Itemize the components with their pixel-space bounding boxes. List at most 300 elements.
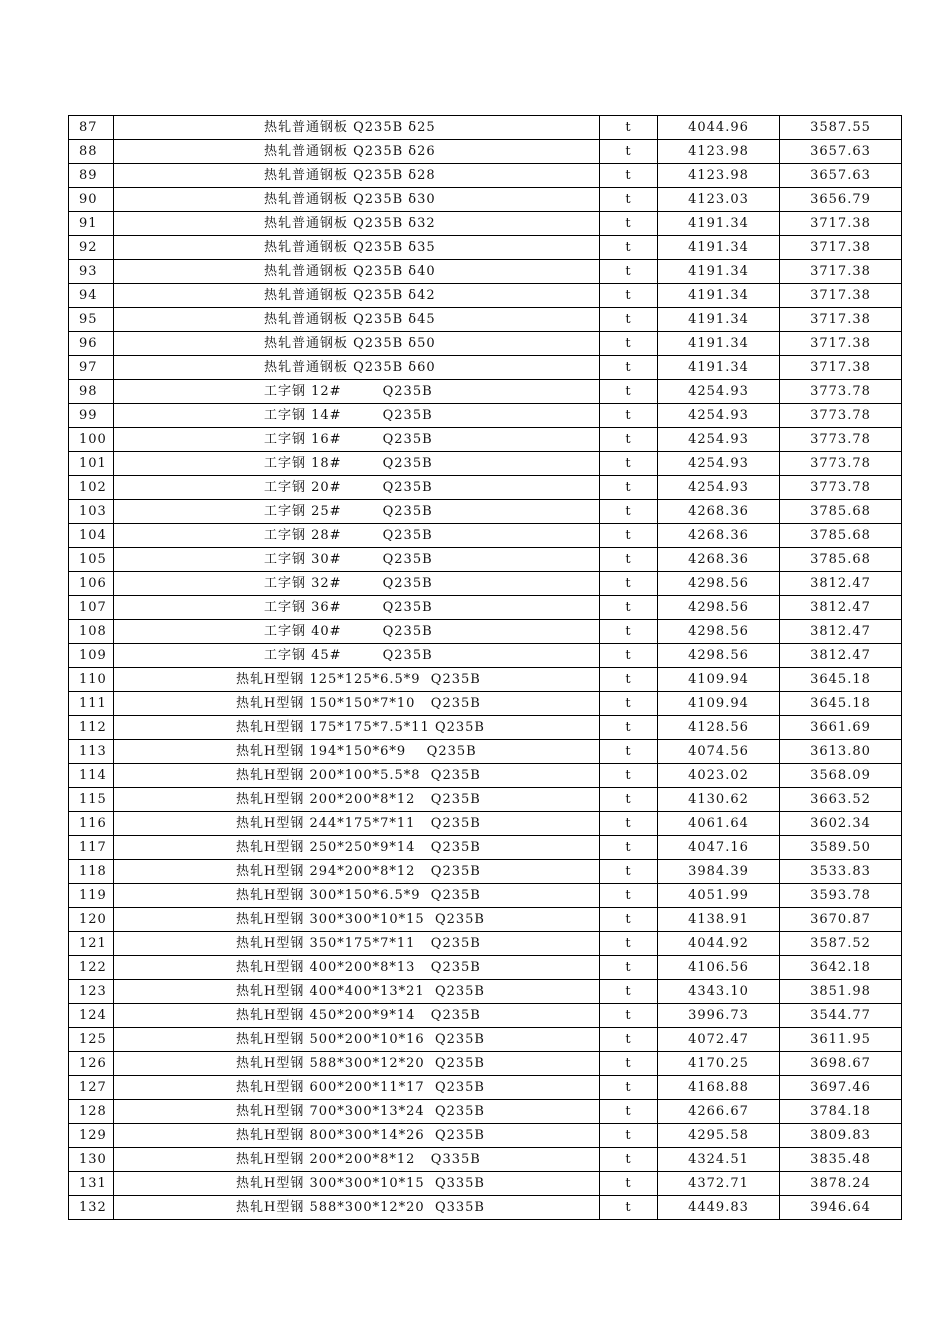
table-row: [69, 668, 902, 692]
unit-cell: t: [600, 212, 658, 236]
price-cell-2: 3946.64: [780, 1196, 902, 1220]
price-cell-1: 4123.98: [658, 164, 780, 188]
material-name-text: 热轧H型钢 350*175*7*11 Q235B: [236, 936, 481, 951]
table-row: [69, 980, 902, 1004]
material-name-text: 热轧H型钢 300*300*10*15 Q235B: [236, 912, 485, 927]
material-name: [114, 668, 600, 692]
unit-cell: t: [600, 668, 658, 692]
unit-cell: t: [600, 476, 658, 500]
price-cell-1: 4268.36: [658, 524, 780, 548]
row-number: 131: [69, 1172, 114, 1196]
table-row: [69, 164, 902, 188]
unit-cell: t: [600, 836, 658, 860]
material-name-text: 工字钢 30# Q235B: [264, 552, 433, 567]
price-cell-2: 3544.77: [780, 1004, 902, 1028]
price-cell-1: 4298.56: [658, 644, 780, 668]
unit-cell: t: [600, 548, 658, 572]
material-name-text: 工字钢 20# Q235B: [264, 480, 433, 495]
price-cell-1: 3984.39: [658, 860, 780, 884]
material-name: [114, 860, 600, 884]
price-cell-1: 4324.51: [658, 1148, 780, 1172]
row-number: 110: [69, 668, 114, 692]
table-row: [69, 764, 902, 788]
material-name-text: 工字钢 32# Q235B: [264, 576, 433, 591]
unit-cell: t: [600, 452, 658, 476]
unit-cell: t: [600, 1172, 658, 1196]
unit-cell: t: [600, 764, 658, 788]
table-row: [69, 140, 902, 164]
row-number: 128: [69, 1100, 114, 1124]
row-number: 132: [69, 1196, 114, 1220]
material-name-text: 热轧H型钢 400*400*13*21 Q235B: [236, 984, 485, 999]
unit-cell: t: [600, 140, 658, 164]
unit-cell: t: [600, 716, 658, 740]
price-cell-2: 3697.46: [780, 1076, 902, 1100]
unit-cell: t: [600, 236, 658, 260]
row-number: 93: [69, 260, 114, 284]
material-name: [114, 236, 600, 260]
material-name-text: 热轧普通钢板 Q235B δ42: [264, 288, 436, 303]
unit-cell: t: [600, 1148, 658, 1172]
unit-cell: t: [600, 164, 658, 188]
price-cell-1: 4051.99: [658, 884, 780, 908]
table-row: [69, 812, 902, 836]
table-row: [69, 500, 902, 524]
material-name-text: 热轧H型钢 200*100*5.5*8 Q235B: [236, 768, 481, 783]
price-cell-1: 3996.73: [658, 1004, 780, 1028]
material-name-text: 热轧普通钢板 Q235B δ35: [264, 240, 436, 255]
unit-cell: t: [600, 332, 658, 356]
row-number: 122: [69, 956, 114, 980]
unit-cell: t: [600, 788, 658, 812]
price-cell-2: 3670.87: [780, 908, 902, 932]
table-row: [69, 476, 902, 500]
material-name: [114, 620, 600, 644]
price-table: [68, 115, 902, 1220]
price-cell-1: 4044.92: [658, 932, 780, 956]
unit-cell: t: [600, 284, 658, 308]
price-cell-1: 4191.34: [658, 332, 780, 356]
row-number: 103: [69, 500, 114, 524]
price-cell-1: 4191.34: [658, 236, 780, 260]
price-cell-2: 3773.78: [780, 452, 902, 476]
material-name: [114, 356, 600, 380]
material-name: [114, 524, 600, 548]
material-name: [114, 1148, 600, 1172]
row-number: 100: [69, 428, 114, 452]
price-cell-1: 4191.34: [658, 212, 780, 236]
unit-cell: t: [600, 884, 658, 908]
price-cell-2: 3717.38: [780, 212, 902, 236]
row-number: 104: [69, 524, 114, 548]
price-cell-2: 3717.38: [780, 308, 902, 332]
price-cell-2: 3835.48: [780, 1148, 902, 1172]
unit-cell: t: [600, 308, 658, 332]
material-name: [114, 1124, 600, 1148]
table-row: [69, 836, 902, 860]
table-row: [69, 524, 902, 548]
material-name-text: 热轧H型钢 150*150*7*10 Q235B: [236, 696, 481, 711]
row-number: 120: [69, 908, 114, 932]
price-cell-2: 3785.68: [780, 500, 902, 524]
table-row: [69, 644, 902, 668]
material-name: [114, 404, 600, 428]
material-name: [114, 788, 600, 812]
material-name: [114, 500, 600, 524]
material-name: [114, 836, 600, 860]
price-cell-2: 3661.69: [780, 716, 902, 740]
row-number: 111: [69, 692, 114, 716]
material-name: [114, 908, 600, 932]
table-row: [69, 548, 902, 572]
row-number: 97: [69, 356, 114, 380]
table-row: [69, 452, 902, 476]
table-row: [69, 308, 902, 332]
material-name: [114, 164, 600, 188]
material-name: [114, 884, 600, 908]
material-name-text: 热轧H型钢 588*300*12*20 Q335B: [236, 1200, 485, 1215]
price-cell-2: 3773.78: [780, 476, 902, 500]
row-number: 118: [69, 860, 114, 884]
price-cell-1: 4254.93: [658, 404, 780, 428]
material-name-text: 热轧普通钢板 Q235B δ45: [264, 312, 436, 327]
price-cell-1: 4191.34: [658, 308, 780, 332]
row-number: 117: [69, 836, 114, 860]
row-number: 101: [69, 452, 114, 476]
row-number: 107: [69, 596, 114, 620]
material-name-text: 工字钢 12# Q235B: [264, 384, 433, 399]
table-row: [69, 1196, 902, 1220]
material-name: [114, 1052, 600, 1076]
price-cell-2: 3717.38: [780, 332, 902, 356]
price-cell-1: 4072.47: [658, 1028, 780, 1052]
price-cell-1: 4266.67: [658, 1100, 780, 1124]
material-name-text: 热轧H型钢 200*200*8*12 Q235B: [236, 792, 481, 807]
price-cell-2: 3656.79: [780, 188, 902, 212]
price-cell-2: 3589.50: [780, 836, 902, 860]
material-name-text: 热轧普通钢板 Q235B δ25: [264, 120, 436, 135]
material-name: [114, 644, 600, 668]
unit-cell: t: [600, 260, 658, 284]
material-name: [114, 692, 600, 716]
table-row: [69, 356, 902, 380]
material-name-text: 热轧普通钢板 Q235B δ32: [264, 216, 436, 231]
price-cell-1: 4191.34: [658, 284, 780, 308]
material-name-text: 热轧H型钢 300*150*6.5*9 Q235B: [236, 888, 481, 903]
material-name-text: 热轧H型钢 588*300*12*20 Q235B: [236, 1056, 485, 1071]
price-cell-1: 4047.16: [658, 836, 780, 860]
price-cell-1: 4023.02: [658, 764, 780, 788]
price-cell-2: 3657.63: [780, 164, 902, 188]
unit-cell: t: [600, 188, 658, 212]
material-name-text: 热轧H型钢 600*200*11*17 Q235B: [236, 1080, 485, 1095]
material-name: [114, 140, 600, 164]
unit-cell: t: [600, 1004, 658, 1028]
row-number: 114: [69, 764, 114, 788]
table-row: [69, 908, 902, 932]
price-cell-2: 3613.80: [780, 740, 902, 764]
row-number: 98: [69, 380, 114, 404]
material-name-text: 热轧普通钢板 Q235B δ50: [264, 336, 436, 351]
price-cell-2: 3642.18: [780, 956, 902, 980]
unit-cell: t: [600, 1100, 658, 1124]
table-row: [69, 116, 902, 140]
table-row: [69, 860, 902, 884]
price-cell-2: 3717.38: [780, 284, 902, 308]
price-cell-1: 4254.93: [658, 452, 780, 476]
price-cell-1: 4170.25: [658, 1052, 780, 1076]
price-cell-1: 4106.56: [658, 956, 780, 980]
price-cell-2: 3663.52: [780, 788, 902, 812]
material-name-text: 工字钢 14# Q235B: [264, 408, 433, 423]
row-number: 129: [69, 1124, 114, 1148]
table-row: [69, 740, 902, 764]
material-name-text: 热轧H型钢 294*200*8*12 Q235B: [236, 864, 481, 879]
material-name: [114, 980, 600, 1004]
row-number: 99: [69, 404, 114, 428]
unit-cell: t: [600, 932, 658, 956]
table-row: [69, 188, 902, 212]
unit-cell: t: [600, 1196, 658, 1220]
price-cell-1: 4109.94: [658, 692, 780, 716]
material-name: [114, 764, 600, 788]
material-name-text: 工字钢 18# Q235B: [264, 456, 433, 471]
price-cell-2: 3878.24: [780, 1172, 902, 1196]
unit-cell: t: [600, 1052, 658, 1076]
price-cell-2: 3587.52: [780, 932, 902, 956]
row-number: 88: [69, 140, 114, 164]
row-number: 121: [69, 932, 114, 956]
material-name: [114, 284, 600, 308]
table-row: [69, 212, 902, 236]
material-name: [114, 428, 600, 452]
material-name: [114, 332, 600, 356]
table-row: [69, 260, 902, 284]
table-row: [69, 716, 902, 740]
row-number: 130: [69, 1148, 114, 1172]
table-row: [69, 620, 902, 644]
row-number: 125: [69, 1028, 114, 1052]
material-name: [114, 1076, 600, 1100]
row-number: 127: [69, 1076, 114, 1100]
unit-cell: t: [600, 500, 658, 524]
price-cell-1: 4138.91: [658, 908, 780, 932]
table-row: [69, 1100, 902, 1124]
row-number: 87: [69, 116, 114, 140]
price-cell-1: 4254.93: [658, 380, 780, 404]
price-cell-1: 4061.64: [658, 812, 780, 836]
material-name-text: 工字钢 36# Q235B: [264, 600, 433, 615]
material-name: [114, 932, 600, 956]
material-name: [114, 476, 600, 500]
material-name-text: 工字钢 25# Q235B: [264, 504, 433, 519]
row-number: 119: [69, 884, 114, 908]
unit-cell: t: [600, 620, 658, 644]
price-cell-2: 3717.38: [780, 356, 902, 380]
material-name: [114, 116, 600, 140]
price-cell-2: 3773.78: [780, 404, 902, 428]
row-number: 105: [69, 548, 114, 572]
material-name: [114, 188, 600, 212]
price-cell-2: 3645.18: [780, 692, 902, 716]
table-row: [69, 404, 902, 428]
table-row: [69, 284, 902, 308]
price-cell-2: 3568.09: [780, 764, 902, 788]
price-cell-2: 3812.47: [780, 620, 902, 644]
material-name-text: 热轧H型钢 300*300*10*15 Q335B: [236, 1176, 485, 1191]
price-cell-1: 4254.93: [658, 428, 780, 452]
row-number: 90: [69, 188, 114, 212]
price-cell-2: 3773.78: [780, 428, 902, 452]
material-name-text: 热轧普通钢板 Q235B δ60: [264, 360, 436, 375]
price-cell-2: 3851.98: [780, 980, 902, 1004]
material-name-text: 工字钢 40# Q235B: [264, 624, 433, 639]
row-number: 109: [69, 644, 114, 668]
table-row: [69, 1028, 902, 1052]
unit-cell: t: [600, 980, 658, 1004]
material-name-text: 热轧H型钢 400*200*8*13 Q235B: [236, 960, 481, 975]
material-name-text: 热轧H型钢 200*200*8*12 Q335B: [236, 1152, 481, 1167]
price-cell-1: 4298.56: [658, 572, 780, 596]
price-cell-1: 4298.56: [658, 596, 780, 620]
price-cell-2: 3812.47: [780, 572, 902, 596]
price-cell-2: 3717.38: [780, 260, 902, 284]
material-name: [114, 1196, 600, 1220]
table-row: [69, 1052, 902, 1076]
row-number: 124: [69, 1004, 114, 1028]
price-cell-1: 4372.71: [658, 1172, 780, 1196]
material-name: [114, 380, 600, 404]
table-row: [69, 596, 902, 620]
price-cell-2: 3645.18: [780, 668, 902, 692]
table-row: [69, 1148, 902, 1172]
table-row: [69, 380, 902, 404]
price-cell-1: 4130.62: [658, 788, 780, 812]
price-cell-1: 4191.34: [658, 260, 780, 284]
unit-cell: t: [600, 956, 658, 980]
material-name: [114, 548, 600, 572]
unit-cell: t: [600, 404, 658, 428]
material-name: [114, 956, 600, 980]
table-row: [69, 572, 902, 596]
material-name: [114, 1028, 600, 1052]
table-row: [69, 1124, 902, 1148]
price-cell-2: 3698.67: [780, 1052, 902, 1076]
table-row: [69, 428, 902, 452]
price-cell-2: 3784.18: [780, 1100, 902, 1124]
row-number: 95: [69, 308, 114, 332]
material-name: [114, 260, 600, 284]
material-name-text: 热轧H型钢 450*200*9*14 Q235B: [236, 1008, 481, 1023]
unit-cell: t: [600, 1124, 658, 1148]
unit-cell: t: [600, 740, 658, 764]
row-number: 108: [69, 620, 114, 644]
unit-cell: t: [600, 1076, 658, 1100]
table-row: [69, 1076, 902, 1100]
row-number: 123: [69, 980, 114, 1004]
price-cell-2: 3602.34: [780, 812, 902, 836]
row-number: 91: [69, 212, 114, 236]
price-cell-2: 3657.63: [780, 140, 902, 164]
row-number: 92: [69, 236, 114, 260]
material-name: [114, 1100, 600, 1124]
material-name-text: 热轧H型钢 194*150*6*9 Q235B: [236, 744, 477, 759]
row-number: 113: [69, 740, 114, 764]
price-cell-2: 3717.38: [780, 236, 902, 260]
material-name-text: 热轧H型钢 175*175*7.5*11 Q235B: [236, 720, 485, 735]
material-name-text: 热轧H型钢 250*250*9*14 Q235B: [236, 840, 481, 855]
material-name-text: 工字钢 45# Q235B: [264, 648, 433, 663]
price-cell-1: 4295.58: [658, 1124, 780, 1148]
price-cell-1: 4168.88: [658, 1076, 780, 1100]
price-cell-2: 3593.78: [780, 884, 902, 908]
material-name: [114, 308, 600, 332]
price-cell-2: 3809.83: [780, 1124, 902, 1148]
table-row: [69, 332, 902, 356]
material-name: [114, 812, 600, 836]
row-number: 116: [69, 812, 114, 836]
price-cell-1: 4343.10: [658, 980, 780, 1004]
unit-cell: t: [600, 572, 658, 596]
material-name: [114, 1172, 600, 1196]
material-name: [114, 740, 600, 764]
price-cell-2: 3785.68: [780, 524, 902, 548]
price-cell-1: 4044.96: [658, 116, 780, 140]
table-row: [69, 932, 902, 956]
unit-cell: t: [600, 860, 658, 884]
unit-cell: t: [600, 428, 658, 452]
price-cell-2: 3785.68: [780, 548, 902, 572]
price-cell-1: 4254.93: [658, 476, 780, 500]
material-name: [114, 1004, 600, 1028]
price-cell-2: 3587.55: [780, 116, 902, 140]
table-row: [69, 1004, 902, 1028]
material-name-text: 热轧普通钢板 Q235B δ40: [264, 264, 436, 279]
material-name: [114, 572, 600, 596]
unit-cell: t: [600, 116, 658, 140]
unit-cell: t: [600, 908, 658, 932]
price-cell-1: 4074.56: [658, 740, 780, 764]
unit-cell: t: [600, 692, 658, 716]
unit-cell: t: [600, 644, 658, 668]
material-name-text: 热轧H型钢 500*200*10*16 Q235B: [236, 1032, 485, 1047]
price-cell-1: 4109.94: [658, 668, 780, 692]
material-name-text: 热轧H型钢 800*300*14*26 Q235B: [236, 1128, 485, 1143]
material-name-text: 工字钢 16# Q235B: [264, 432, 433, 447]
price-cell-1: 4123.98: [658, 140, 780, 164]
price-cell-2: 3611.95: [780, 1028, 902, 1052]
price-cell-1: 4191.34: [658, 356, 780, 380]
material-name: [114, 716, 600, 740]
row-number: 106: [69, 572, 114, 596]
table-body: [69, 116, 902, 1220]
table-row: [69, 1172, 902, 1196]
row-number: 94: [69, 284, 114, 308]
table-row: [69, 788, 902, 812]
material-name-text: 热轧H型钢 244*175*7*11 Q235B: [236, 816, 481, 831]
price-cell-2: 3812.47: [780, 596, 902, 620]
material-name: [114, 596, 600, 620]
material-name: [114, 212, 600, 236]
material-name-text: 热轧普通钢板 Q235B δ26: [264, 144, 436, 159]
unit-cell: t: [600, 380, 658, 404]
price-cell-1: 4268.36: [658, 500, 780, 524]
row-number: 89: [69, 164, 114, 188]
material-name-text: 热轧H型钢 700*300*13*24 Q235B: [236, 1104, 485, 1119]
price-cell-2: 3533.83: [780, 860, 902, 884]
row-number: 126: [69, 1052, 114, 1076]
price-cell-2: 3773.78: [780, 380, 902, 404]
